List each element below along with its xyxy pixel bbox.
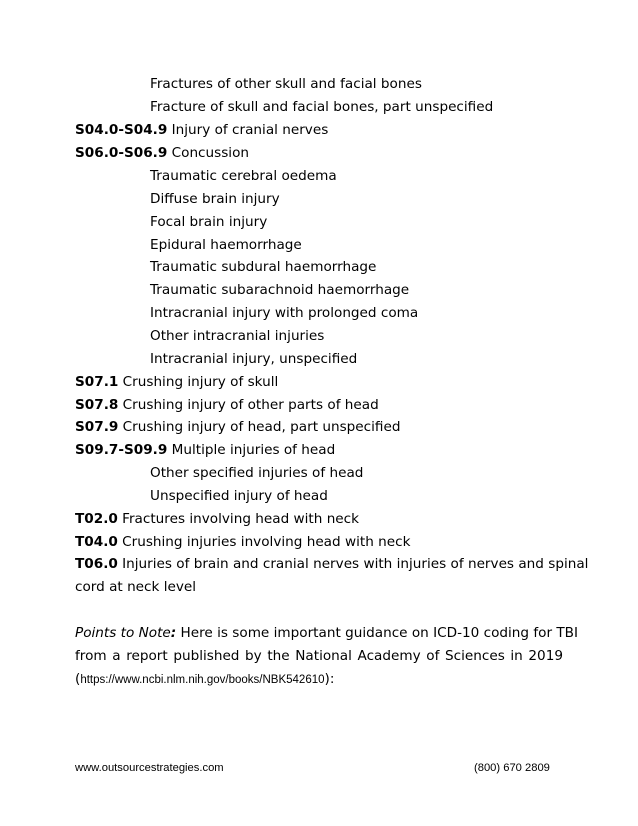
entry-text: Intracranial injury, unspecified bbox=[150, 351, 358, 367]
entry-text: Fracture of skull and facial bones, part unspecified bbox=[150, 99, 494, 115]
entry-line-22 bbox=[75, 555, 588, 573]
note-colon: : bbox=[170, 625, 177, 641]
entry-line-20 bbox=[75, 510, 359, 528]
entry-text: Epidural haemorrhage bbox=[150, 237, 302, 253]
entry-line-13 bbox=[150, 350, 357, 368]
entry-text: Injuries of brain and cranial nerves with injuries of nerves and spinal bbox=[117, 556, 589, 572]
entry-text: Crushing injury of skull bbox=[118, 374, 279, 390]
entry-line-23 bbox=[75, 578, 196, 596]
note-open-paren: ( bbox=[75, 671, 81, 687]
entry-line-8 bbox=[150, 236, 302, 254]
entry-line-19 bbox=[150, 487, 328, 505]
note-line-1 bbox=[75, 624, 579, 642]
entry-text: Fractures involving head with neck bbox=[117, 511, 360, 527]
entry-text: Focal brain injury bbox=[150, 214, 268, 230]
note-text: Here is some important guidance on ICD-10 coding for TBI bbox=[176, 625, 579, 641]
entry-text: Other intracranial injuries bbox=[150, 328, 325, 344]
entry-text: Concussion bbox=[167, 145, 250, 161]
entry-text: Crushing injury of head, part unspecified bbox=[118, 419, 401, 435]
entry-text: Diffuse brain injury bbox=[150, 191, 280, 207]
footer-phone: (800) 670 2809 bbox=[474, 762, 550, 774]
entry-line-7 bbox=[150, 213, 267, 231]
entry-code: S07.9 bbox=[75, 419, 119, 435]
entry-line-16 bbox=[75, 418, 400, 436]
entry-code: S07.8 bbox=[75, 397, 119, 413]
entry-line-1 bbox=[150, 75, 422, 93]
note-label: Points to Note bbox=[75, 625, 171, 641]
entry-code: S04.0-S04.9 bbox=[75, 122, 168, 138]
entry-text: Unspecified injury of head bbox=[150, 488, 328, 504]
entry-line-6 bbox=[150, 190, 280, 208]
entry-code: S06.0-S06.9 bbox=[75, 145, 168, 161]
entry-text: Traumatic subarachnoid haemorrhage bbox=[150, 282, 410, 298]
entry-text: Crushing injury of other parts of head bbox=[118, 397, 379, 413]
entry-line-5 bbox=[150, 167, 337, 185]
note-line-2 bbox=[75, 647, 563, 665]
footer-website[interactable]: www.outsourcestrategies.com bbox=[75, 762, 224, 774]
entry-text: Traumatic cerebral oedema bbox=[150, 168, 337, 184]
entry-line-4 bbox=[75, 144, 249, 162]
entry-text: Crushing injuries involving head with neck bbox=[117, 534, 411, 550]
entry-line-9 bbox=[150, 258, 376, 276]
reference-link[interactable]: https://www.ncbi.nlm.nih.gov/books/NBK542610 bbox=[80, 674, 325, 686]
entry-code: T02.0 bbox=[75, 511, 118, 527]
entry-text: Injury of cranial nerves bbox=[167, 122, 329, 138]
entry-text: Other specified injuries of head bbox=[150, 465, 364, 481]
entry-code: T06.0 bbox=[75, 556, 118, 572]
note-text: from a report published by the National Academy of Sciences in 2019 bbox=[75, 648, 563, 664]
entry-line-15 bbox=[75, 396, 379, 414]
note-line-3 bbox=[75, 670, 334, 689]
entry-text: Traumatic subdural haemorrhage bbox=[150, 259, 377, 275]
entry-text: Intracranial injury with prolonged coma bbox=[150, 305, 419, 321]
entry-line-11 bbox=[150, 304, 418, 322]
entry-code: T04.0 bbox=[75, 534, 118, 550]
entry-line-3 bbox=[75, 121, 328, 139]
entry-code: S07.1 bbox=[75, 374, 119, 390]
entry-line-18 bbox=[150, 464, 363, 482]
entry-line-21 bbox=[75, 533, 410, 551]
entry-line-10 bbox=[150, 281, 409, 299]
entry-code: S09.7-S09.9 bbox=[75, 442, 168, 458]
entry-line-2 bbox=[150, 98, 493, 116]
entry-line-14 bbox=[75, 373, 278, 391]
entry-text: Fractures of other skull and facial bones bbox=[150, 76, 422, 92]
entry-text: Multiple injuries of head bbox=[167, 442, 336, 458]
note-close: ): bbox=[324, 671, 335, 687]
entry-line-17 bbox=[75, 441, 335, 459]
entry-text: cord at neck level bbox=[75, 579, 197, 595]
entry-line-12 bbox=[150, 327, 324, 345]
